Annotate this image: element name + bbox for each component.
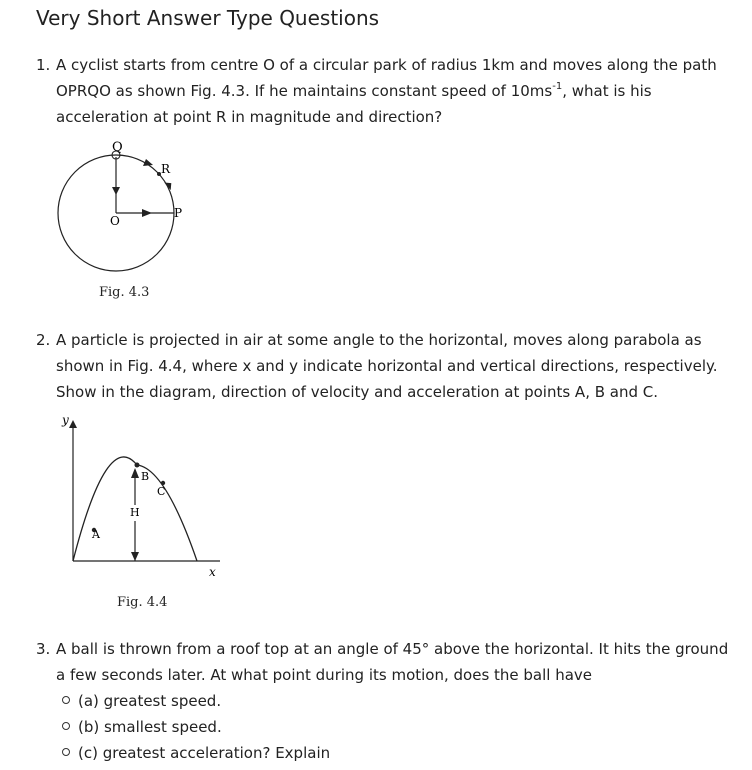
arc-arrow-icon [143, 159, 153, 166]
label-y: y [62, 413, 69, 427]
question-text-line: Show in the diagram, direction of velocity and acceleration at points A, B and C. [56, 383, 659, 401]
arrow-down-icon [112, 187, 120, 195]
figure-caption: Fig. 4.3 [99, 285, 150, 300]
label-c: C [157, 485, 166, 498]
arrow-right-icon [142, 209, 152, 217]
circular-path-diagram [50, 135, 210, 305]
question-text-line: A cyclist starts from centre O of a circular park of radius 1km and moves along the path [56, 56, 717, 74]
height-arrow-down-icon [131, 552, 139, 561]
label-x: x [209, 565, 216, 579]
arc-arrow-icon [164, 179, 174, 190]
option-c: (c) greatest acceleration? Explain [62, 740, 330, 766]
superscript: -1 [552, 81, 563, 92]
question-3 [36, 636, 728, 688]
label-o: O [110, 214, 120, 228]
question-text-line: shown in Fig. 4.4, where x and y indicate horizontal and vertical directions, respectively. [56, 357, 718, 375]
bullet-icon [62, 748, 70, 756]
question-text-line: a few seconds later. At what point during its motion, does the ball have [56, 666, 593, 684]
figure-4-3 [50, 135, 210, 305]
question-number: 2. [36, 331, 51, 349]
label-h: H [130, 506, 140, 519]
question-text-line: acceleration at point R in magnitude and direction? [56, 108, 443, 126]
question-text-line: A particle is projected in air at some angle to the horizontal, moves along parabola as [56, 331, 702, 349]
label-b: B [141, 470, 150, 483]
question-text-line: OPRQO as shown Fig. 4.3. If he maintains constant speed of $10ms^{-1}$, what is his [56, 81, 652, 100]
question-text-line: A ball is thrown from a roof top at an angle of 45° above the horizontal. It hits the ground [56, 640, 729, 658]
option-b: (b) smallest speed. [62, 714, 330, 740]
projectile-diagram [55, 408, 235, 583]
point-b-marker [135, 463, 140, 468]
label-r: R [161, 162, 171, 176]
figure-4-4 [55, 408, 235, 583]
height-arrow-up-icon [131, 468, 139, 478]
bullet-icon [62, 722, 70, 730]
label-p: P [174, 206, 183, 220]
label-q: Q [112, 140, 123, 155]
answer-options [62, 688, 330, 766]
question-number: 3. [36, 640, 51, 658]
figure-caption: Fig. 4.4 [117, 595, 168, 610]
question-1 [36, 52, 717, 130]
bullet-icon [62, 696, 70, 704]
question-2 [36, 327, 718, 405]
option-a: (a) greatest speed. [62, 688, 330, 714]
label-a: A [92, 528, 100, 541]
question-number: 1. [36, 56, 51, 74]
section-heading: Very Short Answer Type Questions [36, 6, 380, 30]
y-axis-arrow-icon [69, 420, 77, 428]
